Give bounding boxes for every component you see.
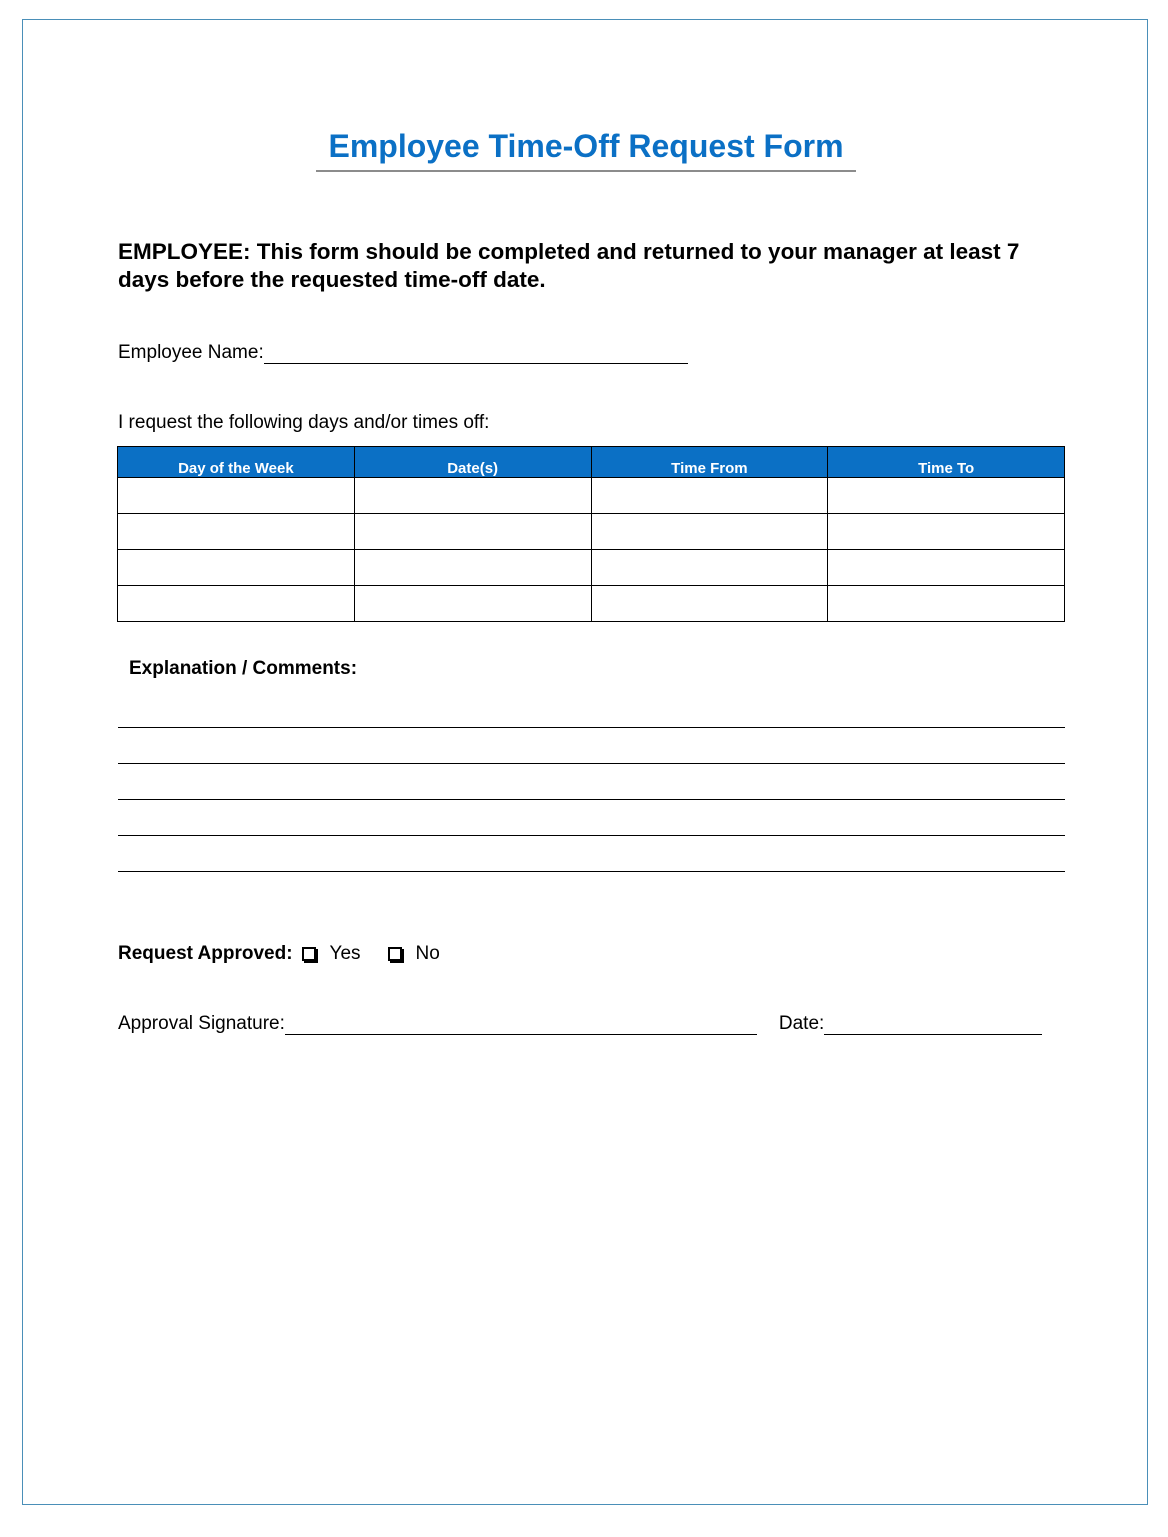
table-row: [118, 586, 1065, 622]
time-to-cell[interactable]: [828, 478, 1065, 514]
column-header: Time To: [828, 447, 1065, 478]
instruction-text: EMPLOYEE: This form should be completed and returned to your manager at least 7 days before the requested time-off date.: [118, 239, 1020, 292]
page-title: Employee Time-Off Request Form: [328, 128, 844, 164]
date-group: [779, 1013, 1042, 1035]
signature-row: [118, 1013, 1042, 1035]
request-text: I request the following days and/or times off:: [118, 412, 490, 433]
employee-name-field[interactable]: [264, 343, 688, 364]
time-to-cell[interactable]: [828, 514, 1065, 550]
table-row: [118, 550, 1065, 586]
column-header: Day of the Week: [118, 447, 355, 478]
approval-signature-field[interactable]: [285, 1014, 757, 1035]
column-header: Time From: [591, 447, 828, 478]
day-cell[interactable]: [118, 550, 355, 586]
time-to-cell[interactable]: [828, 586, 1065, 622]
day-cell[interactable]: [118, 514, 355, 550]
approval-signature-label: Approval Signature:: [118, 1013, 285, 1034]
comment-line[interactable]: [118, 763, 1065, 764]
employee-name-row: [118, 342, 688, 364]
comment-line[interactable]: [118, 871, 1065, 872]
day-cell[interactable]: [118, 586, 355, 622]
time-to-cell[interactable]: [828, 550, 1065, 586]
request-approved-label: Request Approved:: [118, 943, 293, 964]
comment-line[interactable]: [118, 727, 1065, 728]
column-header: Date(s): [354, 447, 591, 478]
time-from-cell[interactable]: [591, 514, 828, 550]
date-field[interactable]: [824, 1014, 1042, 1035]
table-row: [118, 514, 1065, 550]
employee-name-label: Employee Name:: [118, 342, 264, 363]
date-cell[interactable]: [354, 586, 591, 622]
approval-row: [118, 943, 440, 965]
time-from-cell[interactable]: [591, 550, 828, 586]
time-off-table: [117, 446, 1065, 622]
date-cell[interactable]: [354, 514, 591, 550]
comment-line[interactable]: [118, 835, 1065, 836]
yes-option-label: Yes: [329, 943, 361, 964]
time-from-cell[interactable]: [591, 586, 828, 622]
date-cell[interactable]: [354, 550, 591, 586]
title-container: [316, 124, 856, 172]
no-option-label: No: [415, 943, 440, 964]
table-row: [118, 478, 1065, 514]
date-label: Date:: [778, 1013, 825, 1034]
table-header-row: [118, 447, 1065, 478]
date-cell[interactable]: [354, 478, 591, 514]
time-from-cell[interactable]: [591, 478, 828, 514]
yes-checkbox-icon[interactable]: [302, 947, 316, 961]
no-checkbox-icon[interactable]: [388, 947, 402, 961]
comment-line[interactable]: [118, 799, 1065, 800]
comments-label: Explanation / Comments:: [129, 658, 358, 679]
day-cell[interactable]: [118, 478, 355, 514]
